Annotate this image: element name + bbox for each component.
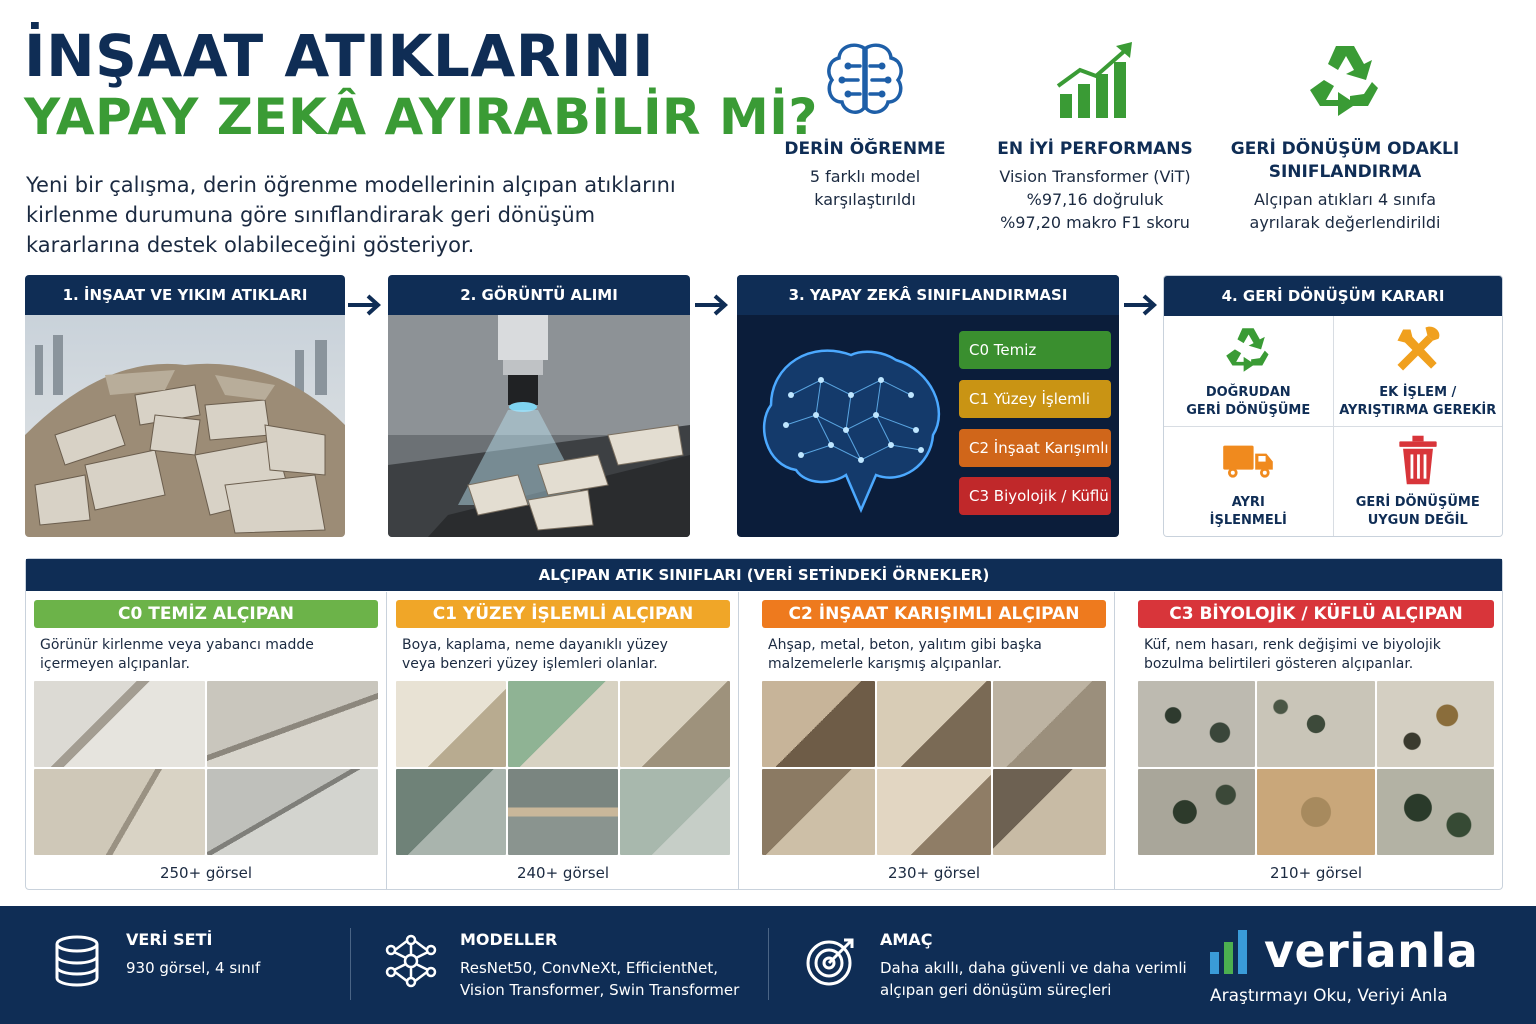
footer-item-title: VERİ SETİ — [126, 930, 213, 949]
decision-not-recyclable — [1334, 427, 1503, 537]
class-card-c1 — [388, 592, 739, 890]
class-image-count: 210+ görsel — [1269, 864, 1363, 882]
footer-divider — [768, 928, 769, 1000]
decision-label: İŞLENMELİ — [1209, 513, 1287, 529]
footer — [0, 906, 1536, 1024]
sample-photo — [993, 681, 1106, 767]
brand-logo — [1208, 924, 1478, 978]
class-badge: C0 TEMİZ ALÇIPAN — [34, 600, 378, 628]
feature-line: %97,16 doğruluk — [1026, 190, 1164, 209]
class-badge: C3 BİYOLOJİK / KÜFLÜ ALÇIPAN — [1138, 600, 1494, 628]
class-image-count: 250+ görsel — [159, 864, 253, 882]
step-title: 2. GÖRÜNTÜ ALIMI — [388, 275, 690, 315]
neural-brain-icon — [751, 335, 951, 525]
feature-line: Vision Transformer (ViT) — [999, 167, 1191, 186]
section-title: ALÇIPAN ATIK SINIFLARI (VERİ SETİNDEKİ ÖRNEKLER) — [26, 559, 1502, 591]
footer-item-title: AMAÇ — [880, 930, 933, 949]
recycle-icon — [1220, 322, 1276, 378]
feature-line: karşılaştırıldı — [814, 190, 916, 209]
decision-label: GERİ DÖNÜŞÜME — [1355, 495, 1480, 511]
decision-label: DOĞRUDAN — [1205, 384, 1291, 400]
sample-photo — [762, 681, 875, 767]
class-card-c3 — [1130, 592, 1502, 890]
sample-photo — [1257, 681, 1374, 767]
decision-label: AYRI — [1231, 495, 1265, 511]
decision-extra-processing — [1334, 316, 1503, 426]
decision-label: AYRIŞTIRMA GEREKİR — [1339, 402, 1497, 418]
feature-title: GERİ DÖNÜŞÜM ODAKLI SINIFLANDIRMA — [1230, 139, 1460, 182]
feature-line: ayrılarak değerlendirildi — [1249, 213, 1441, 232]
ai-class-pill: C3 Biyolojik / Küflü — [959, 477, 1111, 515]
sample-photo — [620, 769, 730, 855]
feature-line: %97,20 makro F1 skoru — [1000, 213, 1190, 232]
feature-best-performance — [990, 36, 1200, 234]
sample-photo — [508, 769, 618, 855]
class-description-line: içermeyen alçıpanlar. — [40, 656, 190, 672]
sample-photo — [34, 681, 205, 767]
intro-text: Yeni bir çalışma, derin öğrenme modellerinin alçıpan atıklarını kirlenme durumuna göre sınıflandirarak geri dönüşüm kararlarına destek olabileceğini gösteriyor. — [26, 173, 676, 257]
class-description — [1144, 636, 1492, 674]
class-badge: C1 YÜZEY İŞLEMLİ ALÇIPAN — [396, 600, 730, 628]
growth-chart-icon — [1050, 36, 1140, 126]
decision-separate-processing — [1164, 427, 1333, 537]
footer-item-text: 930 görsel, 4 sınıf — [126, 959, 261, 977]
class-description-line: malzemelerle karışmış alçıpanlar. — [768, 656, 1002, 672]
decision-direct-recycling — [1164, 316, 1333, 426]
footer-dataset — [50, 930, 260, 988]
sample-photo — [396, 769, 506, 855]
class-photo-grid — [34, 681, 378, 855]
sample-photo — [877, 769, 990, 855]
database-icon — [50, 934, 104, 988]
waste-classes-section — [25, 558, 1503, 890]
tools-icon — [1390, 322, 1446, 378]
step-title: 1. İNŞAAT VE YIKIM ATIKLARI — [25, 275, 345, 315]
class-photo-grid — [1138, 681, 1494, 855]
feature-title: EN İYİ PERFORMANS — [997, 139, 1193, 159]
arrow-right-icon — [1122, 290, 1162, 320]
footer-item-text: Vision Transformer, Swin Transformer — [460, 981, 740, 999]
class-description-line: veya benzeri yüzey işlemleri olanlar. — [402, 656, 658, 672]
trash-icon — [1390, 432, 1446, 488]
class-card-c0 — [26, 592, 387, 890]
recycle-icon — [1300, 36, 1390, 126]
sample-photo — [1257, 769, 1374, 855]
step-construction-waste — [25, 275, 345, 537]
class-image-count: 240+ görsel — [516, 864, 610, 882]
bar-chart-logo-icon — [1208, 926, 1254, 976]
decision-label: EK İŞLEM / — [1379, 384, 1457, 400]
brand-tagline: Araştırmayı Oku, Veriyi Anla — [1210, 986, 1448, 1006]
truck-icon — [1220, 432, 1276, 488]
ai-class-pill: C2 İnşaat Karışımlı — [959, 429, 1111, 467]
class-description — [402, 636, 728, 674]
feature-title: DERİN ÖĞRENME — [784, 139, 946, 159]
step-ai-classification — [737, 275, 1119, 537]
step-title: 3. YAPAY ZEKÂ SINIFLANDIRMASI — [737, 275, 1119, 315]
sample-photo — [1377, 769, 1494, 855]
class-description — [768, 636, 1104, 674]
brand-name: verianla — [1264, 924, 1479, 978]
network-icon — [384, 934, 438, 988]
footer-item-text: alçıpan geri dönüşüm süreçleri — [880, 981, 1112, 999]
class-description-line: Küf, nem hasarı, renk değişimi ve biyolojik — [1144, 637, 1441, 653]
feature-line: 5 farklı model — [809, 167, 921, 186]
arrow-right-icon — [346, 290, 386, 320]
feature-deep-learning — [780, 36, 950, 211]
class-image-count: 230+ görsel — [887, 864, 981, 882]
main-title-line1: İNŞAAT ATIKLARINI — [24, 22, 655, 90]
sample-photo — [1138, 681, 1255, 767]
sample-photo — [993, 769, 1106, 855]
class-description-line: bozulma belirtileri gösteren alçıpanlar. — [1144, 656, 1414, 672]
class-photo-grid — [396, 681, 730, 855]
sample-photo — [620, 681, 730, 767]
sample-photo — [1138, 769, 1255, 855]
step-recycling-decision — [1163, 275, 1503, 537]
sample-photo — [207, 769, 378, 855]
sample-photo — [877, 681, 990, 767]
step-image-capture — [388, 275, 690, 537]
footer-item-text: ResNet50, ConvNeXt, EfficientNet, — [460, 959, 719, 977]
waste-pile-image — [25, 315, 345, 537]
sample-photo — [34, 769, 205, 855]
decision-label: GERİ DÖNÜŞÜME — [1186, 402, 1311, 418]
sample-photo — [396, 681, 506, 767]
footer-goal — [804, 930, 1187, 1001]
decision-label: UYGUN DEĞİL — [1367, 513, 1468, 529]
feature-recycling-classification — [1225, 36, 1465, 234]
footer-divider — [350, 928, 351, 1000]
footer-item-title: MODELLER — [460, 930, 558, 949]
class-description-line: Görünür kirlenme veya yabancı madde — [40, 637, 314, 653]
sample-photo — [762, 769, 875, 855]
footer-item-text: Daha akıllı, daha güvenli ve daha verimli — [880, 959, 1187, 977]
sample-photo — [508, 681, 618, 767]
brain-circuit-icon — [820, 36, 910, 126]
class-description-line: Ahşap, metal, beton, yalıtım gibi başka — [768, 637, 1042, 653]
class-photo-grid — [762, 681, 1106, 855]
class-badge: C2 İNŞAAT KARIŞIMLI ALÇIPAN — [762, 600, 1106, 628]
feature-line: Alçıpan atıkları 4 sınıfa — [1253, 190, 1437, 209]
sample-photo — [1377, 681, 1494, 767]
class-description-line: Boya, kaplama, neme dayanıklı yüzey — [402, 637, 668, 653]
sample-photo — [207, 681, 378, 767]
class-description — [40, 636, 376, 674]
main-title-line2: YAPAY ZEKÂ AYIRABİLİR Mİ? — [24, 88, 818, 146]
arrow-right-icon — [693, 290, 733, 320]
footer-models — [384, 930, 739, 1001]
step-title: 4. GERİ DÖNÜŞÜM KARARI — [1164, 276, 1502, 316]
ai-class-pill: C1 Yüzey İşlemli — [959, 380, 1111, 418]
camera-conveyor-image — [388, 315, 690, 537]
class-card-c2 — [754, 592, 1115, 890]
target-icon — [804, 934, 858, 988]
ai-class-pill: C0 Temiz — [959, 331, 1111, 369]
